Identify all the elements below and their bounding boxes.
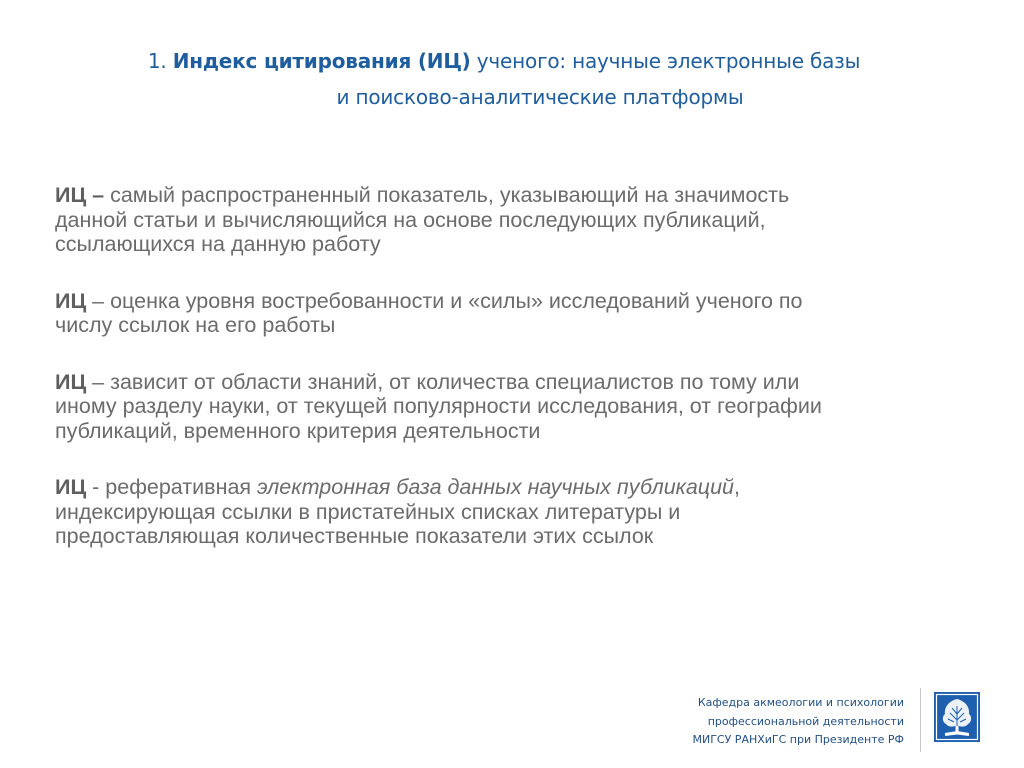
footer-line: профессиональной деятельности xyxy=(707,714,904,728)
title-rest: ученого: научные электронные базы xyxy=(476,49,861,73)
definition-text: – зависит от области знаний, от количества специалистов по тому или иному разделу науки, от текущей популярности исследования, от географии публикаций, временного критерия деятельности xyxy=(55,369,822,443)
definition-paragraph xyxy=(55,475,855,549)
definition-text: самый распространенный показатель, указывающий на значимость данной статьи и вычисляющийся на основе последующих публикаций, ссылающихся на данную работу xyxy=(55,183,790,256)
footer-line: Кафедра акмеологии и психологии xyxy=(697,696,904,709)
title-number: 1. xyxy=(147,49,167,73)
term: ИЦ xyxy=(55,475,87,499)
tree-emblem-icon xyxy=(934,692,980,742)
logo-divider xyxy=(920,688,921,752)
term: ИЦ xyxy=(55,288,87,313)
body-content xyxy=(55,183,855,581)
term: ИЦ xyxy=(55,369,87,394)
definition-paragraph xyxy=(55,370,855,444)
definition-paragraph xyxy=(55,183,855,257)
slide-subtitle: и поисково-аналитические платформы xyxy=(336,85,744,109)
term: ИЦ – xyxy=(55,183,105,207)
department-footer xyxy=(693,694,905,750)
title-bold: Индекс цитирования (ИЦ) xyxy=(172,49,471,73)
definition-text-before: - реферативная xyxy=(92,475,252,499)
footer-line: МИГСУ РАНХиГС при Президенте РФ xyxy=(692,733,904,746)
definition-text: – оценка уровня востребованности и «силы» исследований ученого по числу ссылок на его работы xyxy=(55,288,803,337)
slide-title xyxy=(0,46,1016,76)
definition-paragraph xyxy=(55,289,855,338)
definition-italic: электронная база данных научных публикаций xyxy=(257,475,734,499)
definition-text-after: , индексирующая ссылки в пристатейных списках литературы и предоставляющая количественные показатели этих ссылок xyxy=(55,475,740,548)
